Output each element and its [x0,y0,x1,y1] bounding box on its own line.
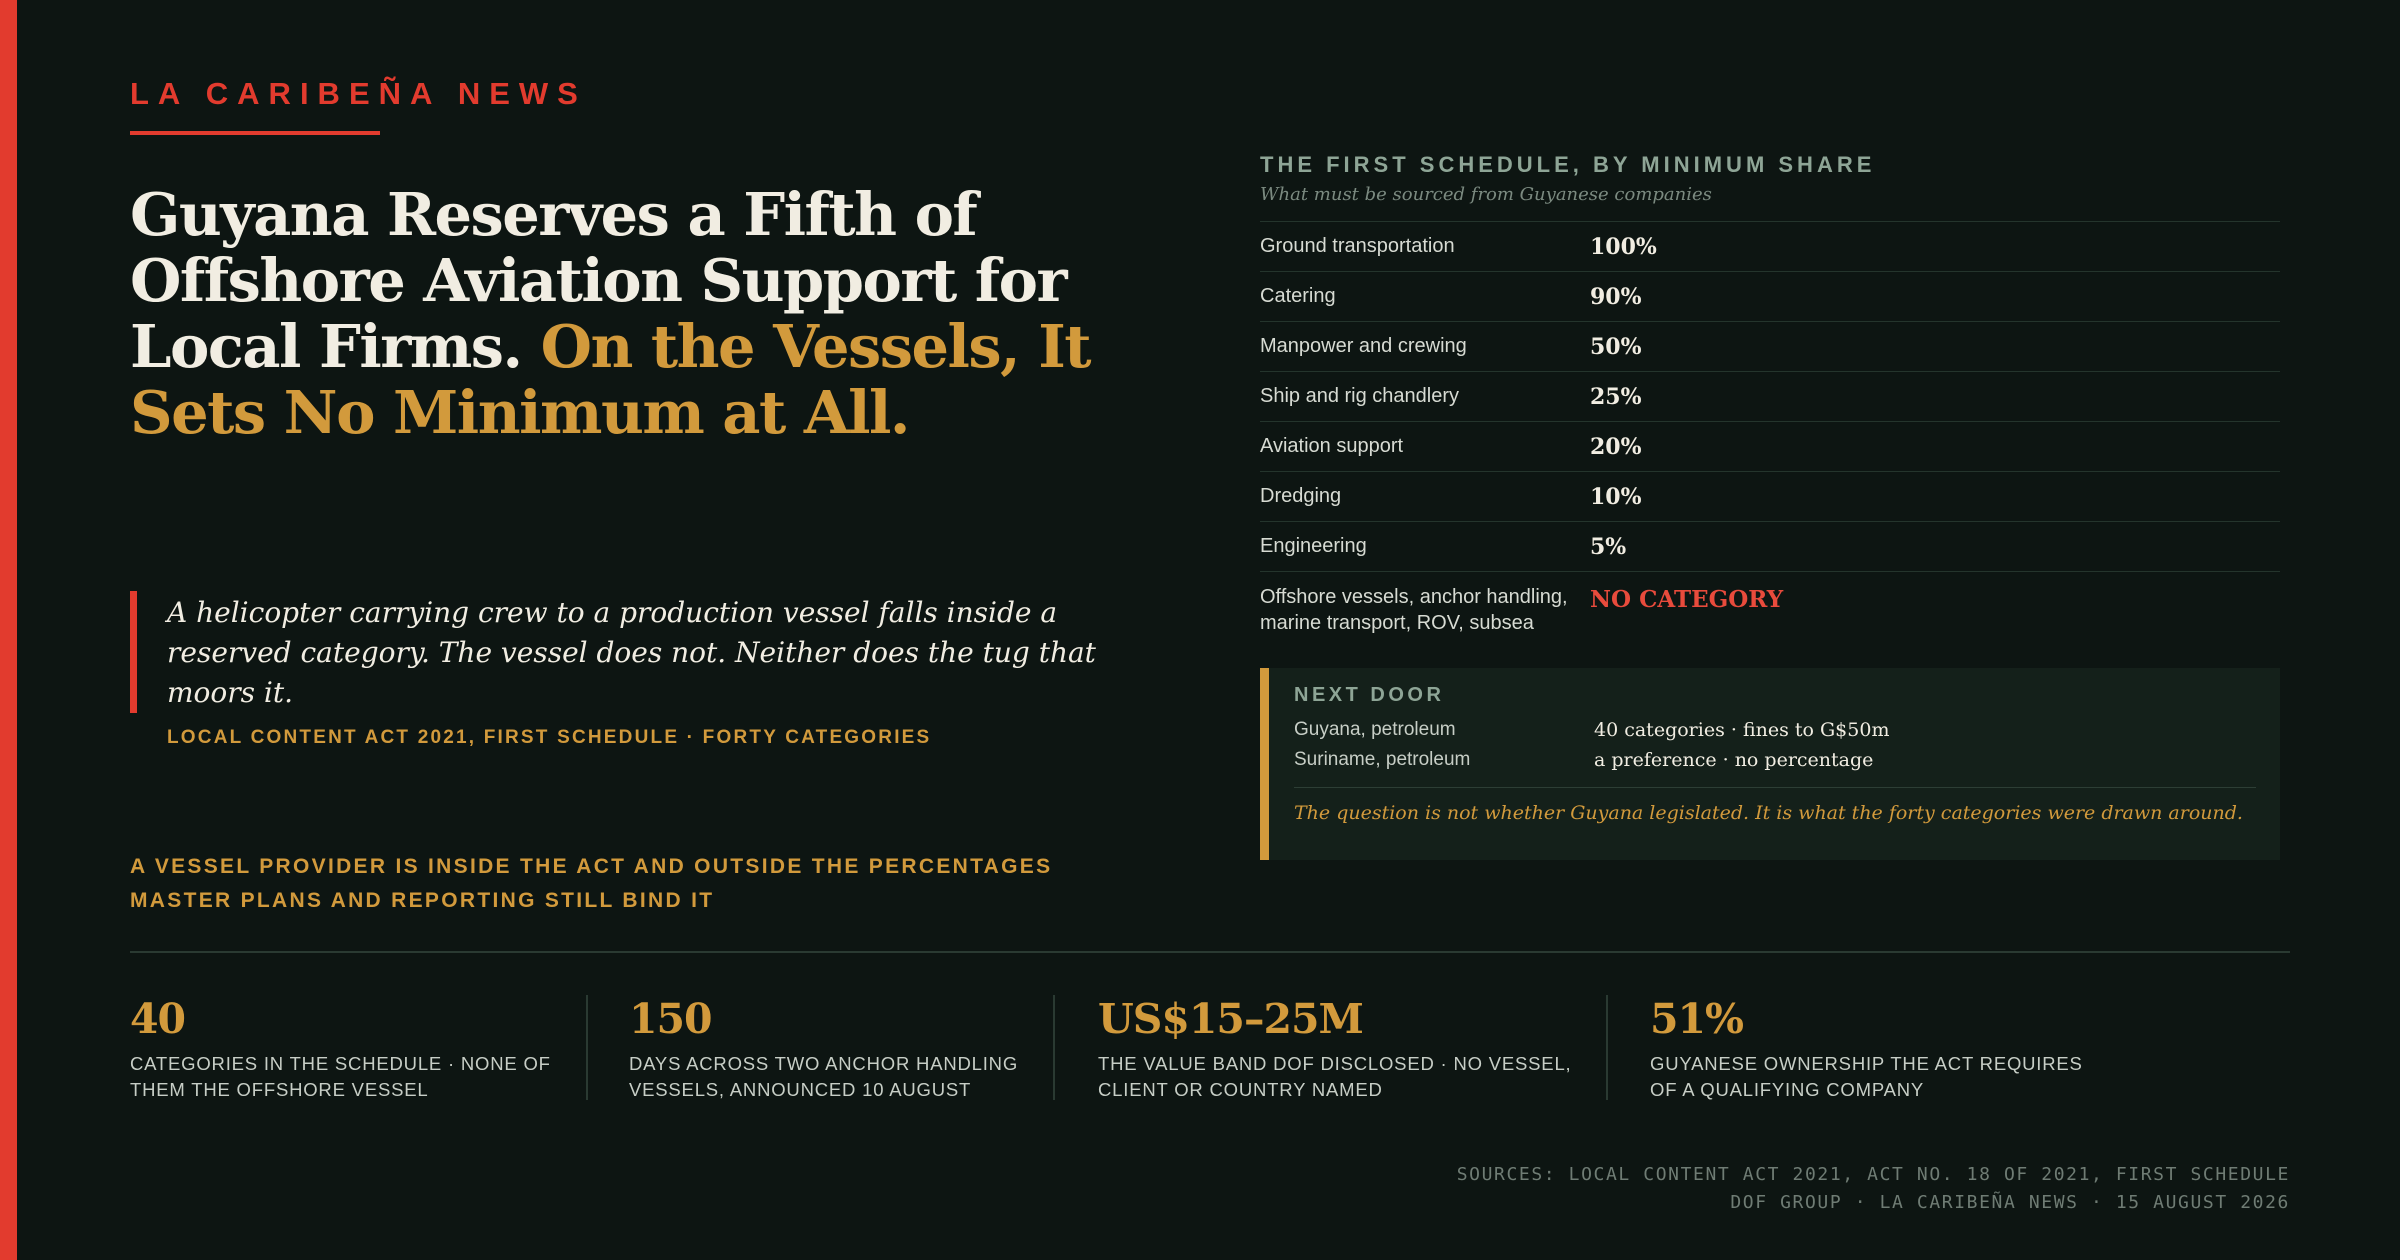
stat-value: 51% [1650,995,1744,1043]
stat-ownership [1650,995,2083,1103]
sources-line-1: SOURCES: LOCAL CONTENT ACT 2021, ACT NO. 18 OF 2021, FIRST SCHEDULE [1456,1164,2290,1185]
sources-footer [1457,1161,2290,1217]
row-label-line-2: marine transport, ROV, subsea [1260,612,1534,634]
stat-label-line-2: OF A QUALIFYING COMPANY [1650,1079,1925,1100]
stat-label-line-1: CATEGORIES IN THE SCHEDULE · NONE OF [130,1053,551,1074]
next-door-divider [1294,787,2256,788]
stat-value: 40 [130,995,186,1043]
takeaway-line-2: MASTER PLANS AND REPORTING STILL BIND IT [130,889,715,912]
row-value: 5% [1590,533,1627,560]
schedule-row [1260,322,2280,372]
row-value: 50% [1590,333,1642,360]
schedule-row [1260,522,2280,572]
stat-label-line-1: DAYS ACROSS TWO ANCHOR HANDLING [629,1053,1019,1074]
schedule-row [1260,272,2280,322]
row-label: Catering [1260,285,1336,307]
stat-label [629,1051,1018,1103]
schedule-table [1260,152,2280,636]
schedule-row [1260,472,2280,522]
stat-label-line-1: GUYANESE OWNERSHIP THE ACT REQUIRES [1650,1053,2083,1074]
stat-label-line-2: CLIENT OR COUNTRY NAMED [1098,1079,1383,1100]
next-door-value: a preference · no percentage [1594,749,1874,771]
row-label: Aviation support [1260,435,1404,457]
no-category-value: NO CATEGORY [1590,586,1784,613]
takeaway [130,850,1180,918]
schedule-row [1260,222,2280,272]
sources-line-2: DOF GROUP · LA CARIBEÑA NEWS · 15 AUGUST 2026 [1730,1192,2290,1213]
row-value: 90% [1590,283,1642,310]
schedule-row [1260,422,2280,472]
stat-label-line-2: VESSELS, ANNOUNCED 10 AUGUST [629,1079,972,1100]
schedule-row-no-category [1260,572,2280,636]
row-value: 100% [1590,233,1657,260]
stat-days [629,995,1018,1103]
pull-quote [130,591,1110,748]
row-label-line-1: Offshore vessels, anchor handling, [1260,586,1568,608]
row-value: 25% [1590,383,1642,410]
next-door-row [1294,719,2256,741]
headline-accent: On the Vessels, It Sets No Minimum at All. [130,312,1091,447]
stat-value: US$15–25M [1098,995,1363,1043]
brand-name: LA CARIBEÑA NEWS [130,76,587,111]
next-door-label: Guyana, petroleum [1294,719,1456,740]
brand-underline [130,131,380,135]
stats-divider [130,951,2290,953]
schedule-rows [1260,221,2280,636]
stat-separator [1606,995,1608,1100]
schedule-subtitle: What must be sourced from Guyanese companies [1260,184,1712,205]
takeaway-line-1: A VESSEL PROVIDER IS INSIDE THE ACT AND OUTSIDE THE PERCENTAGES [130,855,1053,878]
stat-label-line-1: THE VALUE BAND DOF DISCLOSED · NO VESSEL, [1098,1053,1572,1074]
row-label: Manpower and crewing [1260,335,1467,357]
stat-label [1650,1051,2083,1103]
next-door-label: Suriname, petroleum [1294,749,1471,770]
row-label: Dredging [1260,485,1342,507]
row-label: Ship and rig chandlery [1260,385,1460,407]
next-door-panel [1260,668,2280,860]
schedule-title: THE FIRST SCHEDULE, BY MINIMUM SHARE [1260,152,1876,177]
stat-separator [1053,995,1055,1100]
stat-categories [130,995,551,1103]
stat-label [1098,1051,1571,1103]
headline-main: Guyana Reserves a Fifth of Offshore Aviation Support for Local Firms. [130,180,1067,381]
stat-value: 150 [629,995,712,1043]
headline [130,182,1130,446]
schedule-row [1260,372,2280,422]
next-door-note: The question is not whether Guyana legislated. It is what the forty categories were drawn around. [1294,802,2243,824]
stat-label [130,1051,551,1103]
stat-separator [586,995,588,1100]
row-value: 10% [1590,483,1642,510]
pull-quote-text: A helicopter carrying crew to a production vessel falls inside a reserved category. The vessel does not. Neither does the tug that moors it. [167,596,1096,709]
stat-label-line-2: THEM THE OFFSHORE VESSEL [130,1079,429,1100]
next-door-row [1294,749,2256,771]
next-door-value: 40 categories · fines to G$50m [1594,719,1890,741]
row-value: 20% [1590,433,1642,460]
row-label: Engineering [1260,535,1367,557]
stat-value-band [1098,995,1571,1103]
row-label: Ground transportation [1260,235,1455,257]
left-accent-bar [0,0,17,1260]
next-door-title: NEXT DOOR [1294,684,1445,706]
row-label [1260,584,1590,636]
pull-quote-source: LOCAL CONTENT ACT 2021, FIRST SCHEDULE · FORTY CATEGORIES [167,727,932,748]
